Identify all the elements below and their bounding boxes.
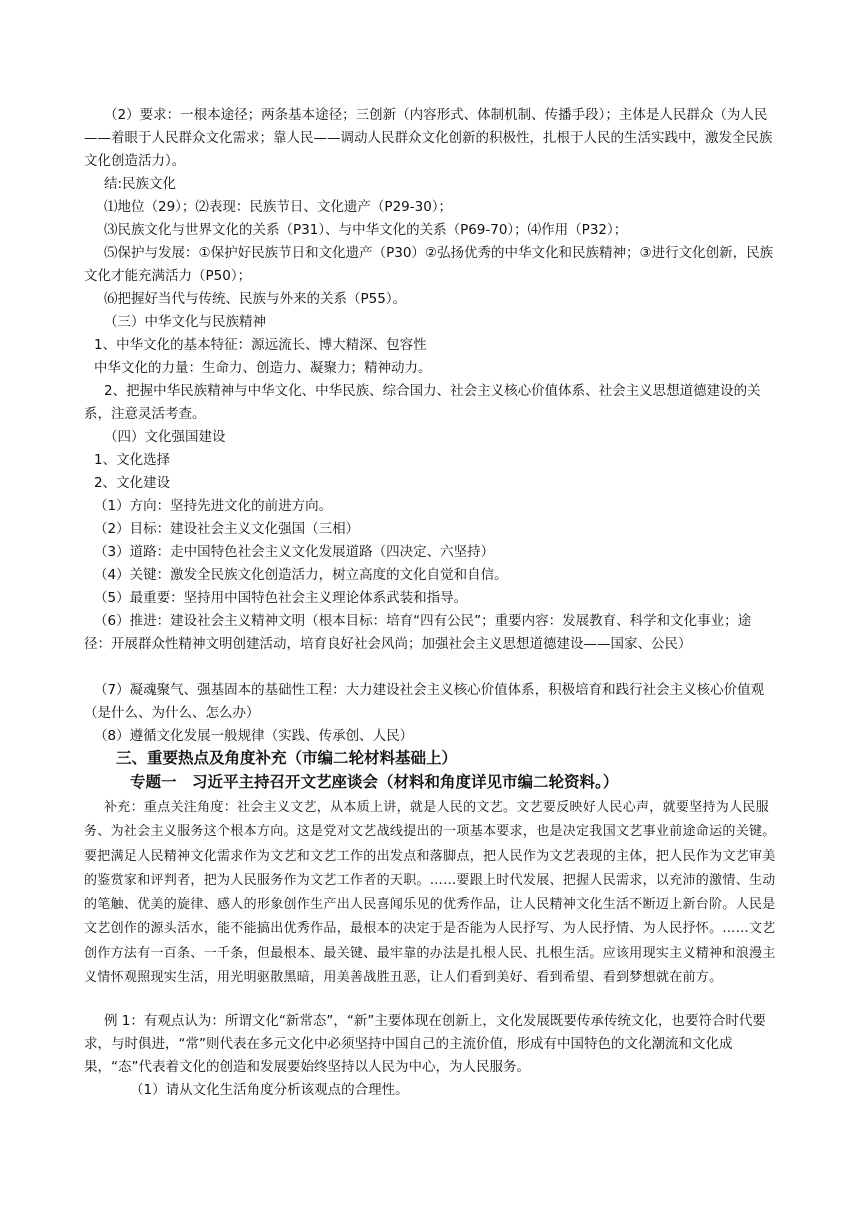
construction-item-6: （6）推进：建设社会主义精神文明（根本目标：培育“四有公民”；重要内容：发展教育、科学和文化事业；途径：开展群众性精神文明创建活动，培育良好社会风尚；加强社会主义思想道德建设——国家、公民） — [84, 613, 752, 652]
heading-chinese-culture: （三）中华文化与民族精神 — [104, 314, 266, 330]
construction-item-1: （1）方向：坚持先进文化的前进方向。 — [94, 498, 333, 514]
heading-cultural-power: （四）文化强国建设 — [104, 429, 226, 445]
section-label-ethnic-culture: 结:民族文化 — [104, 176, 177, 192]
construction-item-5: （5）最重要：坚持用中国特色社会主义理论体系武装和指导。 — [94, 590, 468, 606]
ethnic-culture-item-1: ⑴地位（29）；⑵表现：民族节日、文化遗产（P29-30）； — [104, 199, 453, 215]
topic-heading: 专题一 习近平主持召开文艺座谈会（材料和角度详见市编二轮资料。） — [130, 773, 619, 791]
chinese-culture-power: 中华文化的力量：生命力、创造力、凝聚力；精神动力。 — [94, 360, 432, 376]
construction-item-3: （3）道路：走中国特色社会主义文化发展道路（四决定、六坚持） — [94, 544, 495, 560]
ethnic-culture-item-5: ⑸保护与发展：①保护好民族节日和文化遗产（P30）②弘扬优秀的中华文化和民族精神；③进行文化创新，民族文化才能充满活力（P50）； — [84, 245, 774, 284]
supplement-paragraph: 补充：重点关注角度：社会主义文艺，从本质上讲，就是人民的文艺。文艺要反映好人民心声，就要坚持为人民服务、为社会主义服务这个根本方向。这是党对文艺战线提出的一项基本要求，也是决定我国文艺事业前途命运的关键。要把满足人民精神文化需求作为文艺和文艺工作的出发点和落脚点，把人民作为文艺表现的主体，把人民作为文艺审美的鉴赏家和评判者，把为人民服务作为文艺工作者的天职。……要跟上时代发展、把握人民需求，以充沛的激情、生动的笔触、优美的旋律、感人的形象创作生产出人民喜闻乐见的优秀作品，让人民精神文化生活不断迈上新台阶。人民是文艺创作的源头活水，能不能搞出优秀作品，最根本的决定于是否能为人民抒写、为人民抒情、为人民抒怀。……文艺创作方法有一百条、一千条，但最根本、最关键、最牢靠的办法是扎根人民、扎根生活。应该用现实主义精神和浪漫主义情怀观照现实生活，用光明驱散黑暗，用美善战胜丑恶，让人们看到美好、看到希望、看到梦想就在前方。 — [84, 800, 776, 986]
cultural-choice: 1、文化选择 — [94, 452, 171, 468]
ethnic-culture-item-3: ⑶民族文化与世界文化的关系（P31）、与中华文化的关系（P69-70）；⑷作用（P32）； — [104, 222, 628, 238]
requirement-paragraph: （2）要求：一根本途径；两条基本途径；三创新（内容形式、体制机制、传播手段）；主体是人民群众（为人民——着眼于人民群众文化需求；靠人民——调动人民群众文化创新的积极性，扎根于人民的生活实践中，激发全民族文化创造活力）。 — [84, 107, 773, 169]
cultural-construction: 2、文化建设 — [94, 475, 171, 491]
national-spirit-paragraph: 2、把握中华民族精神与中华文化、中华民族、综合国力、社会主义核心价值体系、社会主义思想道德建设的关系，注意灵活考查。 — [84, 383, 761, 422]
ethnic-culture-item-6: ⑹把握好当代与传统、民族与外来的关系（P55）。 — [104, 291, 407, 307]
construction-item-7: （7）凝魂聚气、强基固本的基础性工程：大力建设社会主义核心价值体系，积极培育和践行社会主义核心价值观（是什么、为什么、怎么办） — [84, 682, 765, 721]
example-question: （1）请从文化生活角度分析该观点的合理性。 — [130, 1082, 409, 1098]
construction-item-8: （8）遵循文化发展一般规律（实践、传承创、人民） — [94, 728, 414, 744]
section-heading-hotspots: 三、重要热点及角度补充（市编二轮材料基础上） — [116, 749, 458, 767]
construction-item-2: （2）目标：建设社会主义文化强国（三相） — [94, 521, 360, 537]
example-paragraph: 例 1：有观点认为：所谓文化“新常态”，“新”主要体现在创新上，文化发展既要传承传统文化，也要符合时代要求，与时俱进，“常”则代表在多元文化中必须坚持中国自己的主流价值，形成有中国特色的文化潮流和文化成果，“态”代表着文化的创造和发展要始终坚持以人民为中心，为人民服务。 — [84, 1013, 766, 1075]
construction-item-4: （4）关键：激发全民族文化创造活力，树立高度的文化自觉和自信。 — [94, 567, 508, 583]
chinese-culture-features: 1、中华文化的基本特征：源远流长、博大精深、包容性 — [94, 337, 427, 353]
